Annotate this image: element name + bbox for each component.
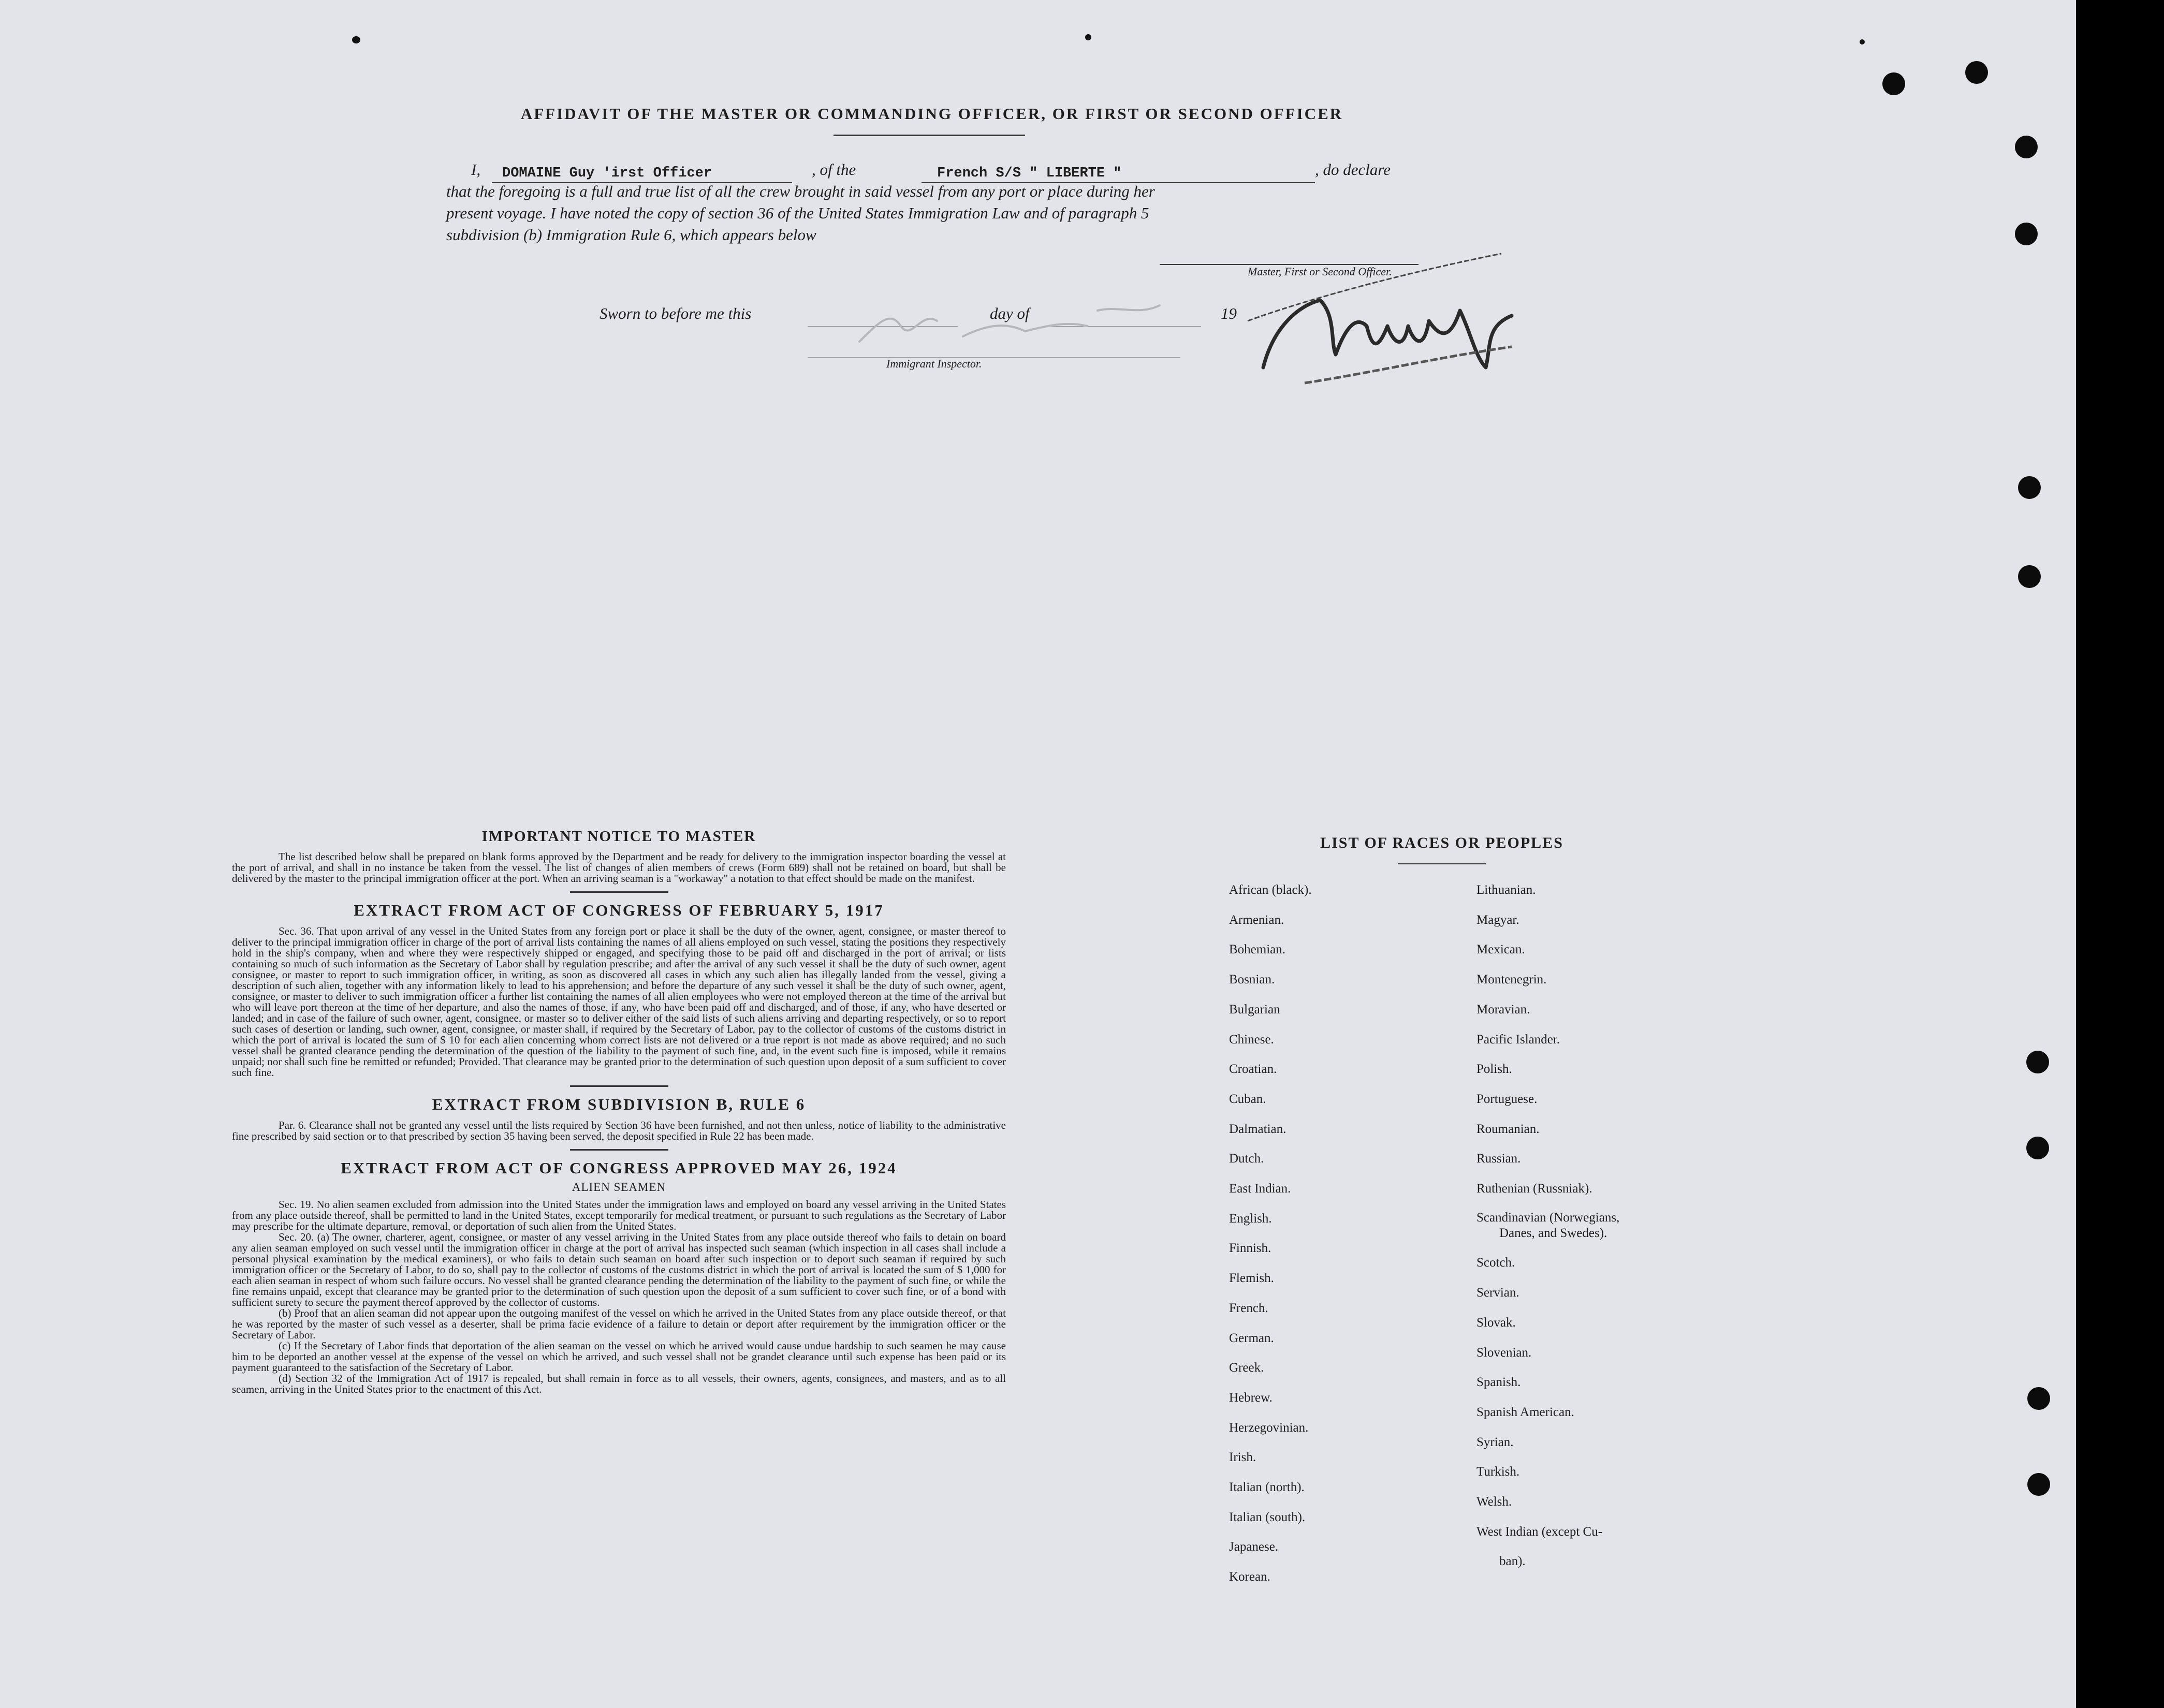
punch-hole <box>2018 565 2041 588</box>
rule-6-title: EXTRACT FROM SUBDIVISION B, RULE 6 <box>432 1095 806 1113</box>
sworn-prefix: Sworn to before me this <box>600 304 752 322</box>
race-item: Bohemian. <box>1229 943 1286 957</box>
notice-title: IMPORTANT NOTICE TO MASTER <box>481 828 756 845</box>
race-item: Flemish. <box>1229 1271 1274 1286</box>
left-column <box>232 828 1006 1395</box>
race-item: Slovenian. <box>1476 1345 1532 1360</box>
race-item: Armenian. <box>1229 912 1284 927</box>
race-item: German. <box>1229 1331 1274 1345</box>
race-item: West Indian (except Cu- <box>1476 1524 1603 1539</box>
notice-text: The list described below shall be prepared on blank forms approved by the Department and be ready for delivery to the immigration inspector boarding the vessel at the port of arrival, and shall in no instance be taken from the vessel. The list of changes of alien members of crews (Form 689) shall not be retained on board, but shall be delivered by the master to the principal immigration officer at the port. When an arriving seaman is a "workaway" a notation to that effect should be made on the manifest. <box>232 850 1006 885</box>
affidavit-title: AFFIDAVIT OF THE MASTER OR COMMANDING OFFICER, OR FIRST OR SECOND OFFICER <box>520 105 1343 123</box>
race-item: Herzegovinian. <box>1229 1420 1309 1435</box>
race-item: Cuban. <box>1229 1092 1266 1106</box>
race-item: ban). <box>1499 1554 1526 1569</box>
race-item: Portuguese. <box>1476 1092 1538 1106</box>
races-title-underline <box>1398 863 1486 864</box>
race-item: Finnish. <box>1229 1241 1271 1256</box>
notice-divider <box>570 891 668 893</box>
race-item: Welsh. <box>1476 1495 1512 1509</box>
race-item: Chinese. <box>1229 1032 1274 1047</box>
alien-seamen-subtitle: ALIEN SEAMEN <box>572 1181 666 1194</box>
race-item: Turkish. <box>1476 1465 1520 1479</box>
declaration-of-the: , of the <box>812 160 856 179</box>
race-item: Ruthenian (Russniak). <box>1476 1182 1592 1196</box>
race-item: Korean. <box>1229 1570 1270 1584</box>
race-item: Montenegrin. <box>1476 973 1547 987</box>
punch-hole <box>2018 476 2041 499</box>
race-item: Spanish American. <box>1476 1405 1574 1419</box>
rule-6-divider <box>570 1149 668 1151</box>
race-item: Greek. <box>1229 1361 1264 1375</box>
race-item: Dalmatian. <box>1229 1122 1286 1136</box>
races-title: LIST OF RACES OR PEOPLES <box>1320 834 1563 851</box>
punch-hole <box>2027 1387 2050 1410</box>
race-item: French. <box>1229 1301 1268 1315</box>
extract-1924-para-2: Sec. 20. (a) The owner, charterer, agent, consignee, or master of any vessel arriving in the United States from any place outside thereof who fails to detain on board any alien seaman employed on such vessel until the immigration officer in charge at the port of arrival has inspected such seaman (which inspection in all cases shall include a personal physical examination by the medical examiners), or who fails to detain such seaman on board after such inspection or to deport such seaman if required by such immigration officer or the Secretary of Labor, to do so, shall pay to the collector of customs of the customs district in which the port of arrival is located the sum of $ 1,000 for each alien seaman in respect of whom such failure occurs. No vessel shall be granted clearance pending the determination of the liability to the payment of such fine, or while the fine remains unpaid, except that clearance may be granted prior to the determination of such question upon the deposit of a sum sufficient to cover such fine, or of a bond with sufficient surety to secure the payment thereof approved by the collector of customs. <box>232 1231 1006 1308</box>
race-item: Scotch. <box>1476 1256 1515 1270</box>
race-item: Lithuanian. <box>1476 883 1536 897</box>
vessel-name: French S/S " LIBERTE " <box>937 166 1122 181</box>
inspector-label: Immigrant Inspector. <box>886 357 982 370</box>
race-item: Scandinavian (Norwegians, <box>1476 1210 1620 1225</box>
race-item: Slovak. <box>1476 1315 1516 1330</box>
declaration-prefix: I, <box>471 160 481 179</box>
race-item: Croatian. <box>1229 1062 1277 1077</box>
race-item: Russian. <box>1476 1152 1521 1166</box>
extract-1924-para-5: (d) Section 32 of the Immigration Act of 1917 is repealed, but shall remain in force as to all vessels, their owners, agents, consignees, and masters, and as to all seamen, arriving in the United States prior to the enactment of this Act. <box>232 1372 1006 1395</box>
race-item: Bulgarian <box>1229 1002 1280 1017</box>
scan-speck <box>352 36 360 43</box>
race-item: Spanish. <box>1476 1375 1521 1390</box>
extract-1924-para-3: (b) Proof that an alien seaman did not appear upon the outgoing manifest of the vessel on which he arrived in the United States from any place outside thereof, or that he was reported by the master of such vessel as a deserter, shall be prima facie evidence of a failure to detain or deport after requirement by the immigration officer or the Secretary of Labor. <box>232 1307 1006 1341</box>
race-item: Servian. <box>1476 1286 1519 1300</box>
declaration-line-3: present voyage. I have noted the copy of section 36 of the United States Immigration Law and of paragraph 5 <box>446 204 1149 222</box>
sworn-year-prefix: 19 <box>1221 304 1237 322</box>
race-item: East Indian. <box>1229 1182 1291 1196</box>
race-item: Bosnian. <box>1229 973 1275 987</box>
declaration-line-2: that the foregoing is a full and true list of all the crew brought in said vessel from any port or place during her <box>446 182 1155 200</box>
inspector-signature-line <box>808 357 1180 358</box>
punch-hole <box>2027 1473 2050 1496</box>
scan-speck <box>1860 39 1865 45</box>
extract-1924-para-1: Sec. 19. No alien seamen excluded from admission into the United States under the immigration laws and employed on board any vessel arriving in the United States from any place outside thereof, shall be permitted to land in the United States, except temporarily for medical treatment, or pursuant to such regulations as the Secretary of Labor may prescribe for the ultimate departure, removal, or deportation of such alien from the United States. <box>232 1198 1006 1232</box>
extract-1917-title: EXTRACT FROM ACT OF CONGRESS OF FEBRUARY 5, 1917 <box>354 901 884 919</box>
race-item: African (black). <box>1229 883 1312 897</box>
officer-name: DOMAINE Guy 'irst Officer <box>502 166 712 181</box>
race-item: Japanese. <box>1229 1540 1279 1554</box>
punch-hole <box>2015 223 2038 245</box>
extract-1917-text: Sec. 36. That upon arrival of any vessel in the United States from any foreign port or place it shall be the duty of the owner, agent, consignee, or master thereof to deliver to the principal immigration officer in charge of the port of arrival lists containing the names of all aliens employed on such vessel, stating the positions they respectively hold in the ship's company, when and where they were respectively shipped or engaged, and specifying those to be paid off and discharged in the port of arrival; or lists containing so much of such information as the Secretary of Labor shall by regulation prescribe; and after the arrival of any such vessel it shall be the duty of such owner, agent consignee, or master to report to such immigration officer, in writing, as soon as discovered all cases in which any such alien has illegally landed from the vessel, giving a description of such alien, together with any information likely to lead to his apprehension; and before the departure of any such vessel it shall be the duty of such owner, agent, consignee, or master to deliver to such immigration officer a further list containing the names of all alien employees who were not employed thereon at the time of the arrival but who will leave port thereon at the time of her departure, and also the names of those, if any, who have been paid off and discharged, and of those, if any, who have deserted or landed; and in case of the failure of such owner, agent, consignee, or master so to deliver either of the said lists of such aliens arriving and departing respectively, or so to report such cases of desertion or landing, such owner, agent, consignee, or master shall, if required by the Secretary of Labor, pay to the collector of customs of the customs district in which the port of arrival is located the sum of $ 10 for each alien concerning whom correct lists are not delivered or a true report is not made as above required; and no such vessel shall be granted clearance pending the determination of the question of the liability to the payment of such fine, and, in the event such fine is imposed, while it remains unpaid; nor shall such fine be remitted or refunded; Provided. That clearance may be granted prior to the determination of such question upon deposit of a sum sufficient to cover such fine. <box>232 925 1006 1079</box>
race-item: Mexican. <box>1476 943 1525 957</box>
extract-1924-para-4: (c) If the Secretary of Labor finds that deportation of the alien seaman on the vessel on which he arrived would cause undue hardship to such seamen he may cause him to be deported an another vessel at the expense of the vessel on which he arrived, and such vessel shall not be grandet clearance until such expense has been paid or its payment guaranteed to the satisfaction of the Secretary of Labor. <box>232 1339 1006 1374</box>
officer-signature <box>1242 243 1532 393</box>
punch-hole <box>2015 136 2038 158</box>
punch-hole <box>1882 72 1905 95</box>
extract-1924-title: EXTRACT FROM ACT OF CONGRESS APPROVED MAY 26, 1924 <box>341 1159 897 1177</box>
punch-hole <box>2026 1137 2049 1159</box>
race-item: Syrian. <box>1476 1435 1514 1449</box>
scan-speck <box>1085 34 1091 40</box>
punch-hole <box>1965 61 1988 84</box>
declaration-line-4: subdivision (b) Immigration Rule 6, which appears below <box>446 226 816 244</box>
race-item: Polish. <box>1476 1062 1512 1077</box>
race-item: Magyar. <box>1476 912 1519 927</box>
declaration-suffix: , do declare <box>1315 160 1391 179</box>
race-item: Danes, and Swedes). <box>1499 1226 1607 1240</box>
race-item: Roumanian. <box>1476 1122 1540 1136</box>
race-item: Moravian. <box>1476 1002 1530 1017</box>
title-underline <box>834 135 1025 136</box>
rule-6-text: Par. 6. Clearance shall not be granted any vessel until the lists required by Section 36 have been furnished, and not then unless, notice of liability to the administrative fine prescribed by said section or to that prescribed by section 35 having been served, the deposit specified in Rule 22 has been made. <box>232 1119 1006 1142</box>
race-item: Italian (north). <box>1229 1480 1305 1494</box>
race-item: Hebrew. <box>1229 1390 1273 1405</box>
race-item: Pacific Islander. <box>1476 1032 1560 1047</box>
extract-1917-divider <box>570 1085 668 1087</box>
race-item: Italian (south). <box>1229 1510 1306 1524</box>
race-item: Dutch. <box>1229 1152 1264 1166</box>
signature-label: Master, First or Second Officer. <box>1248 265 1392 278</box>
race-item: English. <box>1229 1211 1272 1226</box>
race-item: Irish. <box>1229 1450 1256 1465</box>
sworn-day-label: day of <box>990 304 1030 322</box>
inspector-signature <box>849 290 1186 357</box>
declaration-line-1 <box>471 160 480 179</box>
punch-hole <box>2026 1051 2049 1073</box>
